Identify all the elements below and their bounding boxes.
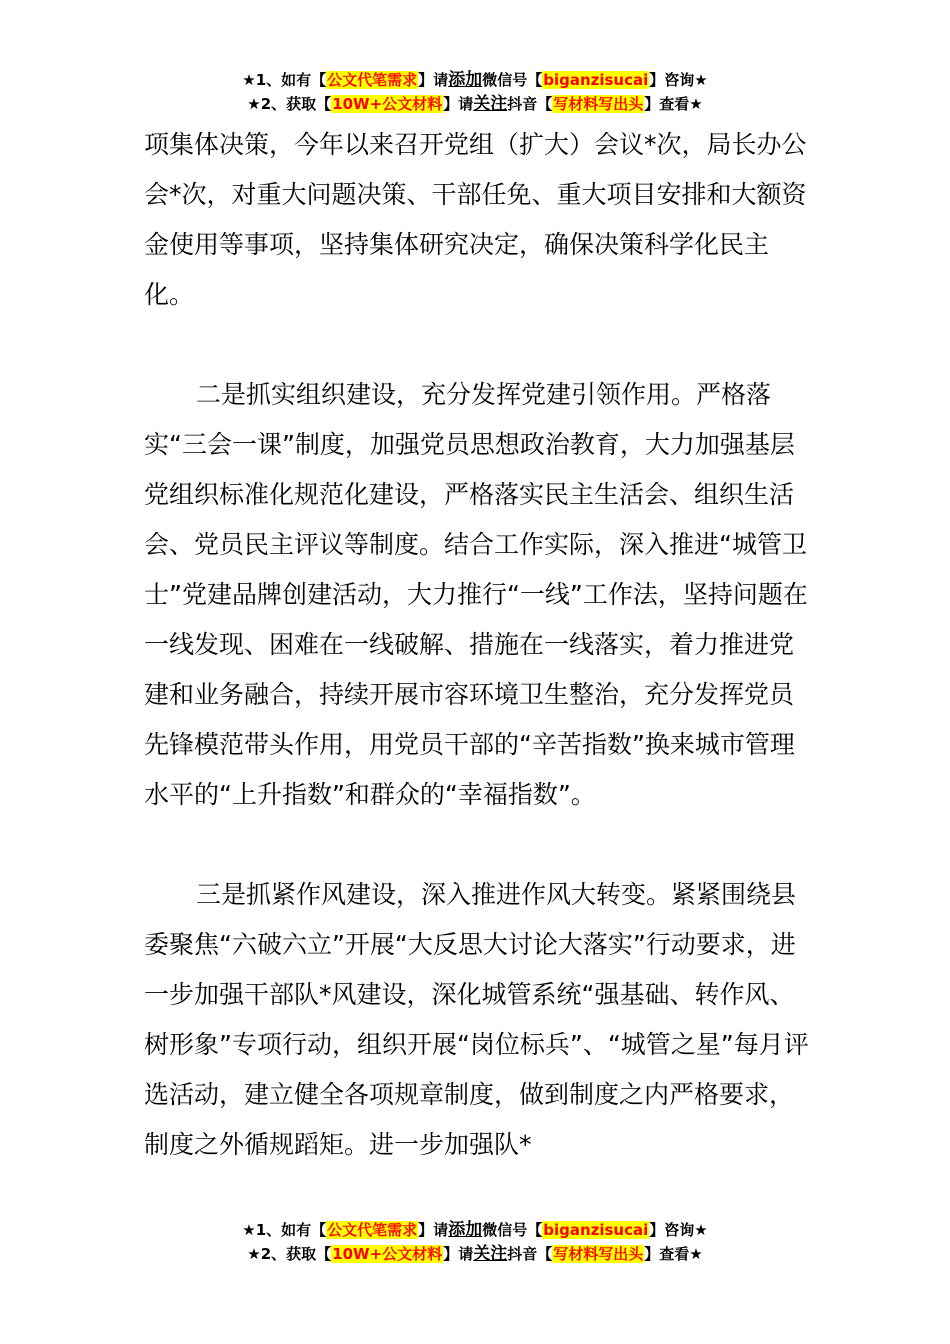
banner-line-1 [0, 68, 950, 92]
banner-highlight: 写材料写出头 [553, 1245, 644, 1263]
paragraph-organization-building: 二是抓实组织建设，充分发挥党建引领作用。严格落实“三会一课”制度，加强党员思想政治教育，大力加强基层党组织标准化规范化建设，严格落实民主生活会、组织生活会、党员民主评议等制度。结合工作实际，深入推进“城管卫士”党建品牌创建活动，大力推行“一线”工作法，坚持问题在一线发现、困难在一线破解、措施在一线落实，着力推进党建和业务融合，持续开展市容环境卫生整治，充分发挥党员先锋模范带头作用，用党员干部的“辛苦指数”换来城市管理水平的“上升指数”和群众的“幸福指数”。 [144, 380, 808, 809]
banner-highlight: biganzisucai [543, 71, 649, 89]
banner-underlined-text: 添加 [448, 70, 483, 90]
banner-text: 】请 [418, 71, 449, 89]
banner-underlined-text: 关注 [473, 1244, 508, 1264]
banner-text: 】请 [443, 1245, 474, 1263]
banner-highlight: 10W+公文材料 [332, 1245, 443, 1263]
banner-highlight: 公文代笔需求 [327, 1221, 418, 1239]
banner-text: 】查看★ [644, 1245, 703, 1263]
banner-text: 】咨询★ [649, 1221, 708, 1239]
banner-underlined-text: 添加 [448, 1220, 483, 1240]
banner-text: 微信号【 [482, 1221, 543, 1239]
banner-underlined-text: 关注 [473, 94, 508, 114]
banner-highlight: 10W+公文材料 [332, 95, 443, 113]
banner-highlight: biganzisucai [543, 1221, 649, 1239]
paragraph-work-style-building: 三是抓紧作风建设，深入推进作风大转变。紧紧围绕县委聚焦“六破六立”开展“大反思大讨论大落实”行动要求，进一步加强干部队*风建设，深化城管系统“强基础、转作风、树形象”专项行动，组织开展“岗位标兵”、“城管之星”每月评选活动，建立健全各项规章制度，做到制度之内严格要求，制度之外循规蹈矩。进一步加强队* [144, 880, 809, 1159]
banner-line-1 [0, 1218, 950, 1242]
banner-text: 】请 [418, 1221, 449, 1239]
banner-line-2 [0, 1242, 950, 1266]
banner-text: 微信号【 [482, 71, 543, 89]
banner-text: ★1、如有【 [242, 71, 327, 89]
banner-text: 】查看★ [644, 95, 703, 113]
header-banner [0, 68, 950, 116]
banner-text: 】请 [443, 95, 474, 113]
banner-text: 抖音【 [507, 1245, 553, 1263]
banner-text: ★1、如有【 [242, 1221, 327, 1239]
banner-highlight: 写材料写出头 [553, 95, 644, 113]
banner-highlight: 公文代笔需求 [327, 71, 418, 89]
banner-text: ★2、获取【 [247, 1245, 332, 1263]
paragraph-continuation: 项集体决策，今年以来召开党组（扩大）会议*次，局长办公会*次，对重大问题决策、干部任免、重大项目安排和大额资金使用等事项，坚持集体研究决定，确保决策科学化民主化。 [144, 130, 807, 309]
banner-text: 抖音【 [507, 95, 553, 113]
paragraph-gap [144, 320, 812, 370]
footer-banner [0, 1218, 950, 1266]
banner-text: ★2、获取【 [247, 95, 332, 113]
paragraph-gap [144, 820, 812, 870]
banner-text: 】咨询★ [649, 71, 708, 89]
document-body [144, 120, 812, 1170]
banner-line-2 [0, 92, 950, 116]
